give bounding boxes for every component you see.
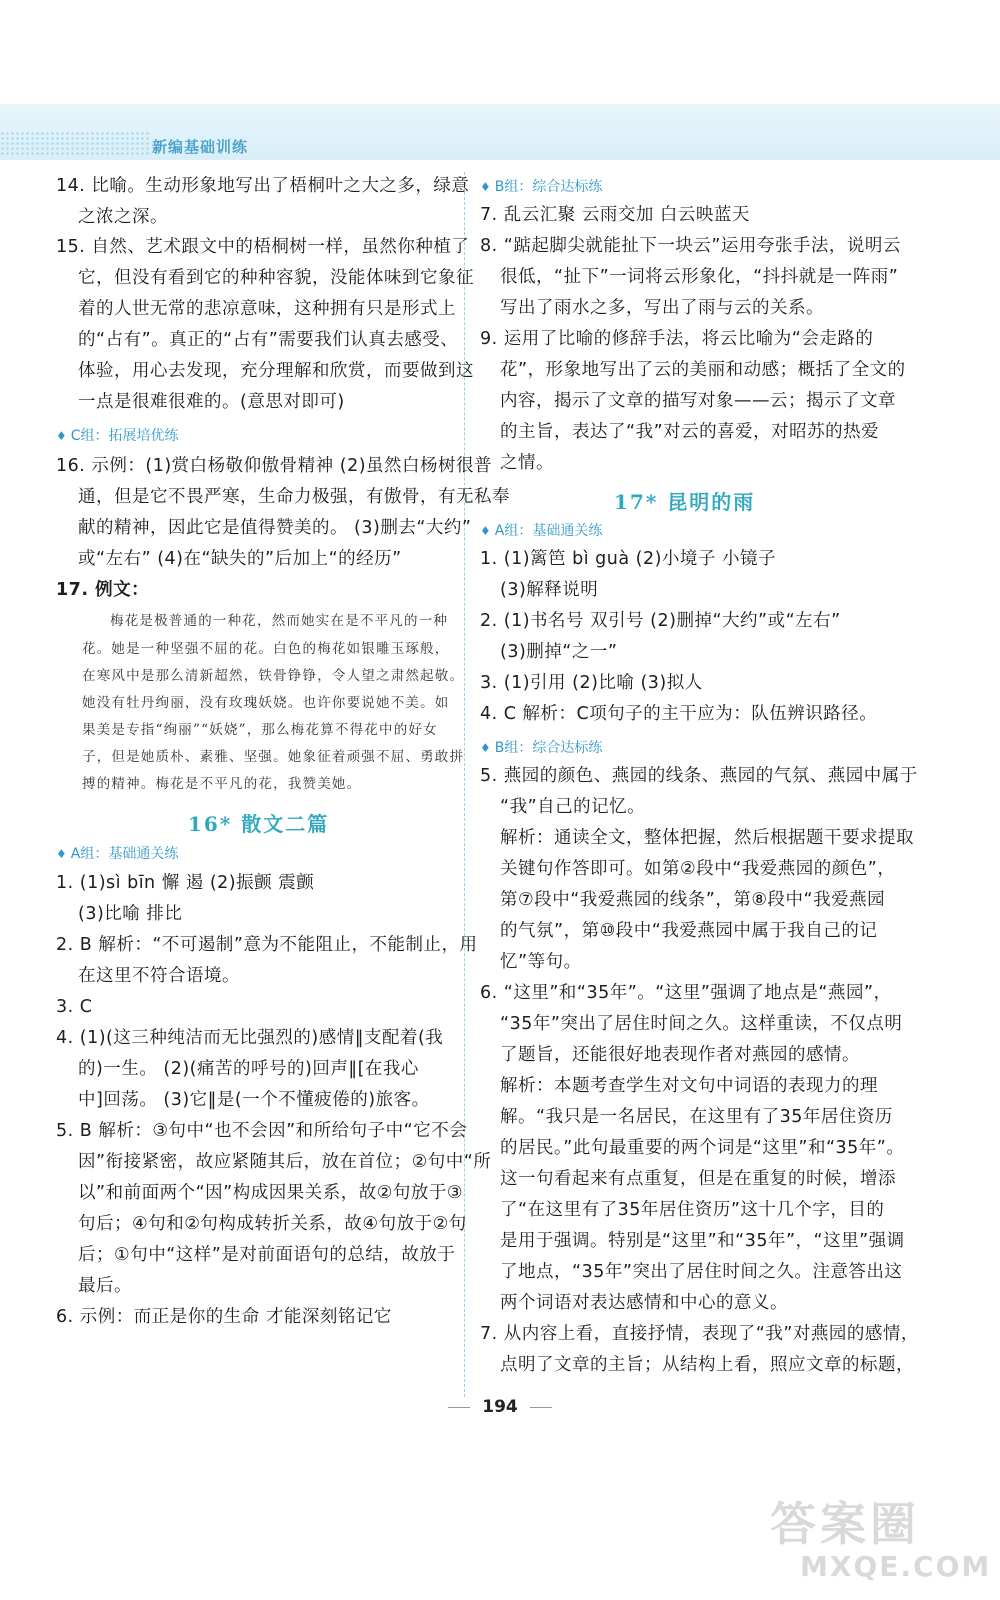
diamond-icon: ♦: [56, 847, 67, 861]
answer-line: 最后。: [78, 1276, 132, 1296]
essay-line: 她没有牡丹绚丽，没有玫瑰妖娆。也许你要说她不美。如: [82, 695, 450, 711]
watermark-logo: [770, 1488, 992, 1588]
diamond-icon: ♦: [480, 180, 491, 194]
answer-line: 了题旨，还能很好地表现作者对燕园的感情。: [500, 1045, 860, 1065]
answer-line: 两个词语对表达感情和中心的意义。: [500, 1293, 788, 1313]
answer-line: (3)删掉“之一”: [500, 642, 618, 662]
essay-line: 梅花是极普通的一种花，然而她实在是不平凡的一种: [110, 613, 449, 629]
answer-line: 献的精神，因此它是值得赞美的。 (3)删去“大约”: [78, 518, 472, 538]
answer-line: 17. 例文：: [56, 580, 150, 600]
answer-line: 15. 自然、艺术跟文中的梧桐树一样，虽然你种植了: [56, 237, 470, 257]
answer-line: 3. (1)引用 (2)比喻 (3)拟人: [480, 673, 703, 693]
section-a-label: A组：基础通关练: [70, 846, 179, 862]
essay-line: 果美是专指“绚丽”“妖娆”，那么梅花算不得花中的好女: [82, 722, 438, 738]
essay-line: 搏的精神。梅花是不平凡的花，我赞美她。: [82, 776, 362, 792]
answer-line: 第⑦段中“我爱燕园的线条”，第⑧段中“我爱燕园: [500, 890, 886, 910]
page-number: [0, 1397, 1000, 1417]
answer-line: 在这里不符合语境。: [78, 966, 240, 986]
dash-right: [530, 1407, 552, 1408]
answer-line: “我”自己的记忆。: [500, 797, 646, 817]
answer-line: 7. 从内容上看，直接抒情，表现了“我”对燕园的感情，: [480, 1324, 919, 1344]
answer-line: 花”，形象地写出了云的美丽和动感；概括了全文的: [500, 360, 906, 380]
answer-line: (3)比喻 排比: [78, 904, 183, 924]
answer-line: 写出了雨水之多，写出了雨与云的关系。: [500, 298, 824, 318]
section-b-heading: [480, 737, 602, 757]
answer-line: 之浓之深。: [78, 207, 168, 227]
diamond-icon: ♦: [480, 524, 491, 538]
header-dot-pattern: [0, 131, 150, 155]
answer-line: 8. “踮起脚尖就能扯下一块云”运用夸张手法，说明云: [480, 236, 901, 256]
essay-line: 子，但是她质朴、素雅、坚强。她象征着顽强不屈、勇敢拼: [82, 749, 465, 765]
answer-line: 解析：通读全文，整体把握，然后根据题干要求提取: [500, 828, 914, 848]
answer-line: 着的人世无常的悲凉意味，这种拥有只是形式上: [78, 299, 456, 319]
section-b-heading: [480, 176, 602, 196]
answer-line: 后；①句中“这样”是对前面语句的总结，故放于: [78, 1245, 456, 1265]
answer-line: 1. (1)sì bīn 懈 遏 (2)振颤 震颤: [56, 873, 315, 893]
answer-line: (3)解释说明: [500, 580, 599, 600]
answer-line: 点明了文章的主旨；从结构上看，照应文章的标题，: [500, 1355, 914, 1375]
answer-line: 通，但是它不畏严寒，生命力极强，有傲骨，有无私奉: [78, 487, 510, 507]
watermark-text: 答案圈: [770, 1497, 920, 1551]
header-band: [0, 104, 1000, 160]
answer-line: 关键句作答即可。如第②段中“我爱燕园的颜色”，: [500, 859, 896, 879]
section-b-label: B组：综合达标练: [494, 179, 603, 195]
answer-line: 因”衔接紧密，故应紧随其后，放在首位；②句中“所: [78, 1152, 492, 1172]
answer-line: 的“占有”。真正的“占有”需要我们认真去感受、: [78, 330, 459, 350]
answer-line: 以”和前面两个“因”构成因果关系，故②句放于③: [78, 1183, 464, 1203]
section-a-heading: [56, 843, 178, 863]
section-c-label: C组：拓展培优练: [70, 428, 179, 444]
answer-line: 中]回荡。 (3)它‖是(一个不懂疲倦的)旅客。: [78, 1090, 430, 1110]
answer-line: 很低，“扯下”一词将云形象化，“抖抖就是一阵雨”: [500, 267, 899, 287]
answer-line: 16. 示例：(1)赏白杨敬仰傲骨精神 (2)虽然白杨树很普: [56, 456, 493, 476]
answer-line: 3. C: [56, 997, 93, 1017]
answer-line: 它，但没有看到它的种种容貌，没能体味到它象征: [78, 268, 474, 288]
answer-line: 2. B 解析：“不可遏制”意为不能阻止，不能制止，用: [56, 935, 478, 955]
answer-line: 2. (1)书名号 双引号 (2)删掉“大约”或“左右”: [480, 611, 841, 631]
answer-line: 之情。: [500, 453, 554, 473]
answer-line: 4. (1)(这三种纯洁而无比强烈的)感情‖支配着(我: [56, 1028, 444, 1048]
answer-line: 解析：本题考查学生对文句中词语的表现力的理: [500, 1076, 878, 1096]
section-a-label: A组：基础通关练: [494, 523, 603, 539]
lesson-17-title: 17* 昆明的雨: [614, 490, 756, 514]
answer-line: 解。“我只是一名居民，在这里有了35年居住资历: [500, 1107, 893, 1127]
answer-line: 5. 燕园的颜色、燕园的线条、燕园的气氛、燕园中属于: [480, 766, 918, 786]
answer-line: 这一句看起来有点重复，但是在重复的时候，增添: [500, 1169, 896, 1189]
answer-line: 7. 乱云汇聚 云雨交加 白云映蓝天: [480, 205, 750, 225]
answer-line: “35年”突出了居住时间之久。这样重读，不仅点明: [500, 1014, 903, 1034]
answer-line: 的)一生。 (2)(痛苦的呼号的)回声‖[在我心: [78, 1059, 419, 1079]
answer-line: 的主旨，表达了“我”对云的喜爱，对昭苏的热爱: [500, 422, 880, 442]
watermark-url: MXQE.COM: [800, 1550, 992, 1583]
section-b-label: B组：综合达标练: [494, 740, 603, 756]
answer-line: 了“在这里有了35年居住资历”这十几个字，目的: [500, 1200, 885, 1220]
answer-line: 了地点，“35年”突出了居住时间之久。注意答出这: [500, 1262, 903, 1282]
answer-line: 或“左右” (4)在“缺失的”后加上“的经历”: [78, 549, 402, 569]
diamond-icon: ♦: [480, 741, 491, 755]
answer-line: 的气氛”，第⑩段中“我爱燕园中属于我自己的记: [500, 921, 878, 941]
answer-line: 6. “这里”和“35年”。“这里”强调了地点是“燕园”，: [480, 983, 892, 1003]
answer-line: 的居民。”此句最重要的两个词是“这里”和“35年”。: [500, 1138, 905, 1158]
essay-line: 在寒风中是那么清新超然，铁骨铮铮，令人望之肃然起敬。: [82, 668, 465, 684]
answer-line: 1. (1)篱笆 bì guà (2)小境子 小镜子: [480, 549, 776, 569]
answer-line: 4. C 解析：C项句子的主干应为：队伍辨识路径。: [480, 704, 878, 724]
answer-line: 9. 运用了比喻的修辞手法，将云比喻为“会走路的: [480, 329, 874, 349]
answer-line: 14. 比喻。生动形象地写出了梧桐叶之大之多，绿意: [56, 176, 470, 196]
answer-line: 一点是很难很难的。(意思对即可): [78, 392, 345, 412]
book-title: 新编基础训练: [152, 138, 249, 156]
dash-left: [448, 1407, 470, 1408]
answer-line: 5. B 解析：③句中“也不会因”和所给句子中“它不会: [56, 1121, 468, 1141]
section-c-heading: [56, 425, 179, 445]
answer-line: 是用于强调。特别是“这里”和“35年”，“这里”强调: [500, 1231, 905, 1251]
answer-line: 忆”等句。: [500, 952, 582, 972]
section-a-heading: [480, 520, 602, 540]
answer-line: 6. 示例：而正是你的生命 才能深刻铭记它: [56, 1307, 392, 1327]
essay-line: 花。她是一种坚强不屈的花。白色的梅花如银雕玉琢般，: [82, 641, 450, 657]
lesson-16-title: 16* 散文二篇: [188, 812, 330, 836]
page-number-text: 194: [482, 1397, 518, 1417]
answer-line: 内容，揭示了文章的描写对象——云；揭示了文章: [500, 391, 896, 411]
answer-line: 体验，用心去发现，充分理解和欣赏，而要做到这: [78, 361, 474, 381]
answer-line: 句后；④句和②句构成转折关系，故④句放于②句: [78, 1214, 467, 1234]
diamond-icon: ♦: [56, 429, 67, 443]
